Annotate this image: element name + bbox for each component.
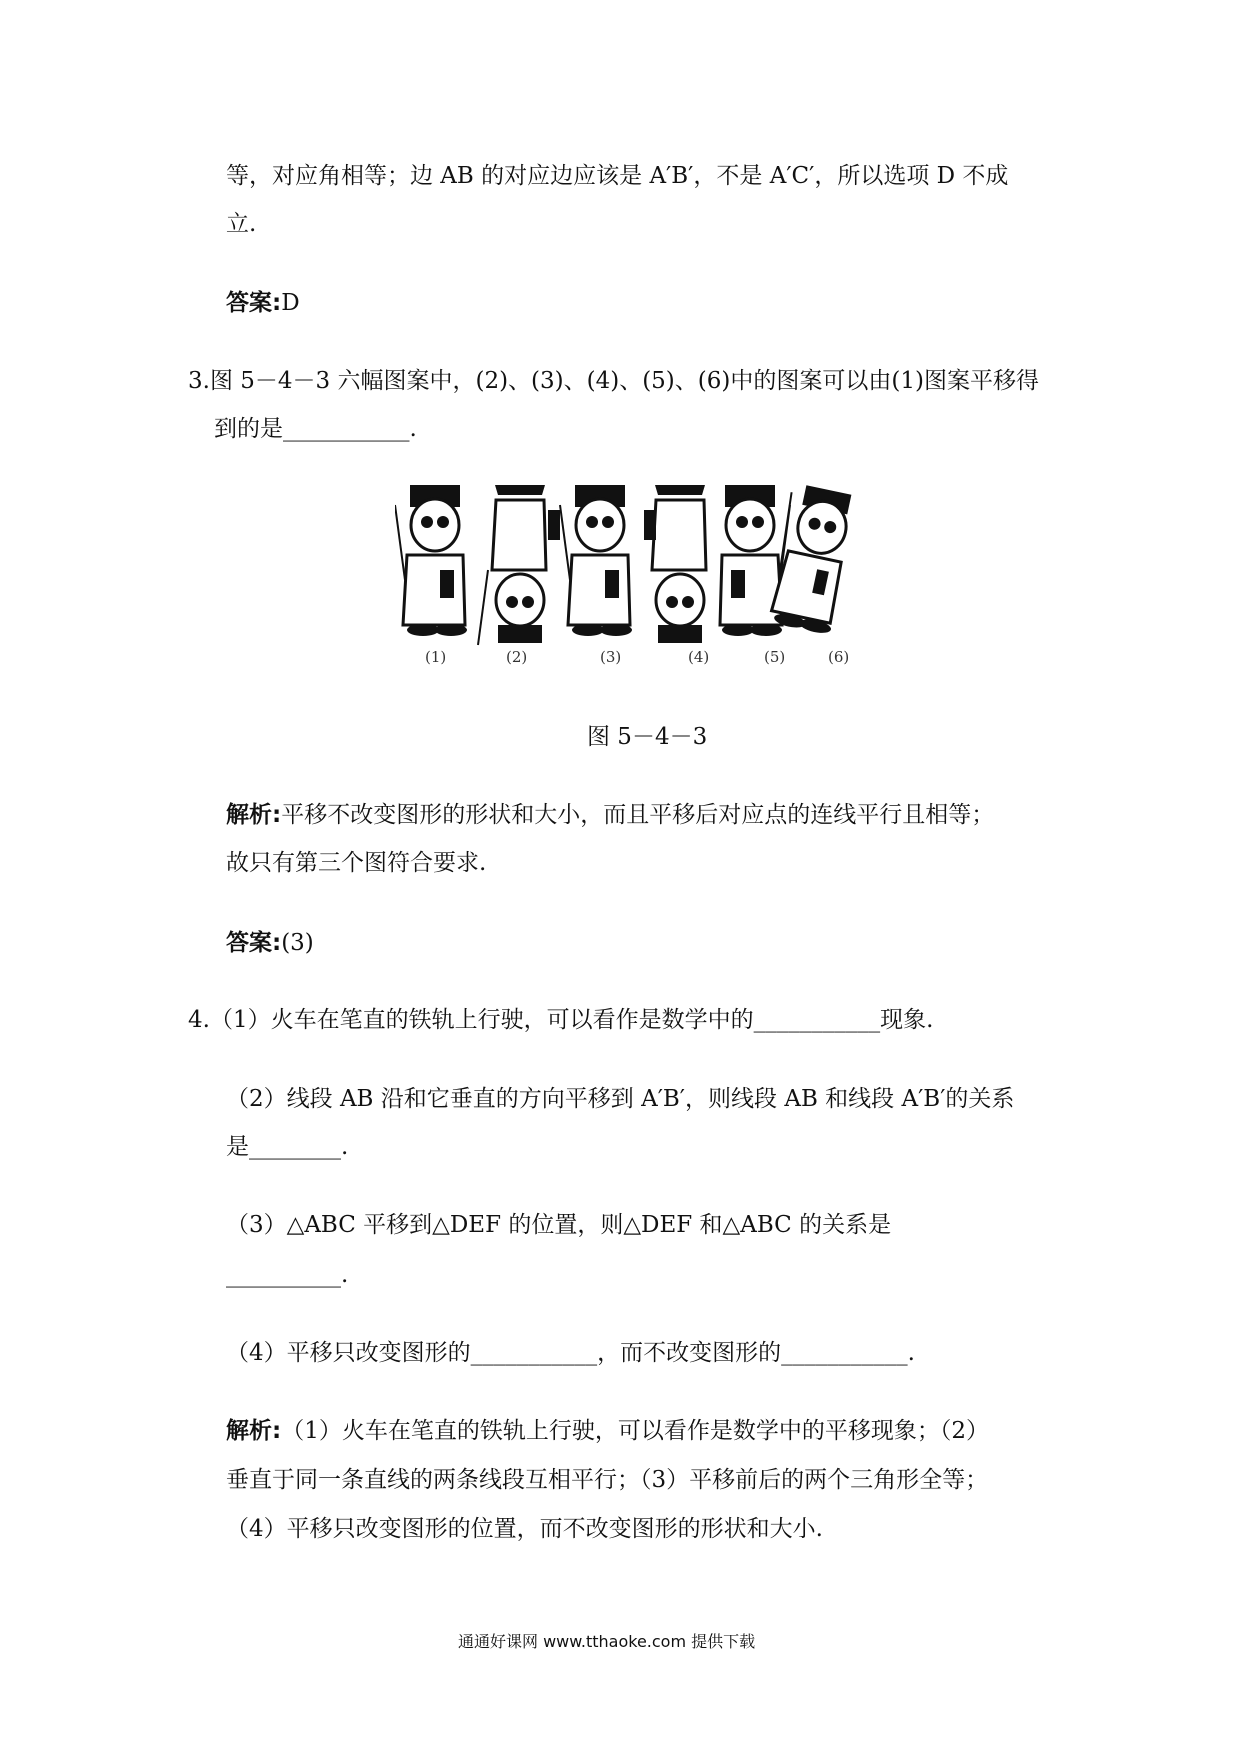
analysis-label: 解析: — [226, 1418, 282, 1444]
answer-value: (3) — [281, 930, 314, 956]
question-4-part-4: （4）平移只改变图形的___________，而不改变图形的___________. — [226, 1340, 915, 1366]
analysis-label: 解析: — [226, 802, 282, 828]
analysis-line — [226, 1416, 989, 1446]
analysis-line: （4）平移只改变图形的位置，而不改变图形的形状和大小. — [226, 1516, 823, 1542]
question-4-part-3: （3）△ABC 平移到△DEF 的位置，则△DEF 和△ABC 的关系是 — [226, 1212, 892, 1238]
figure-label: (5) — [764, 648, 786, 666]
text-line: 立. — [226, 211, 257, 237]
answer-line — [226, 288, 300, 318]
question-4-part-1: 4.（1）火车在笔直的铁轨上行驶，可以看作是数学中的___________现象. — [188, 1007, 934, 1033]
text-line: 等，对应角相等；边 AB 的对应边应该是 A′B′，不是 A′C′，所以选项 D 不成 — [226, 163, 1009, 189]
figure-label: (2) — [506, 648, 528, 666]
analysis-text: （1）火车在笔直的铁轨上行驶，可以看作是数学中的平移现象；（2） — [281, 1418, 989, 1444]
answer-label: 答案: — [226, 290, 282, 316]
answer-line — [226, 928, 314, 958]
question-3-text: 到的是___________. — [214, 416, 417, 442]
figure-caption: 图 5－4－3 — [587, 724, 708, 750]
figure-label: (6) — [828, 648, 850, 666]
figure-2 — [478, 485, 560, 645]
figure-1 — [395, 485, 467, 636]
figure-label: (3) — [600, 648, 622, 666]
question-4-part-2: 是________. — [226, 1134, 349, 1160]
figure-label: (4) — [688, 648, 710, 666]
question-3-text: 3.图 5－4－3 六幅图案中，(2)、(3)、(4)、(5)、(6)中的图案可以由(1)图案平移得 — [188, 368, 1039, 394]
figure-label: (1) — [425, 648, 447, 666]
analysis-line: 故只有第三个图符合要求. — [226, 850, 487, 876]
answer-label: 答案: — [226, 930, 282, 956]
page-footer: 通通好课网 www.tthaoke.com 提供下载 — [458, 1632, 756, 1651]
figure-3 — [560, 485, 632, 636]
figure-4 — [644, 485, 706, 643]
answer-value: D — [281, 290, 300, 316]
analysis-line: 垂直于同一条直线的两条线段互相平行；（3）平移前后的两个三角形全等； — [226, 1467, 989, 1493]
analysis-text: 平移不改变图形的形状和大小，而且平移后对应点的连线平行且相等； — [281, 802, 995, 828]
question-4-part-2: （2）线段 AB 沿和它垂直的方向平移到 A′B′，则线段 AB 和线段 A′B′的关系 — [226, 1086, 1015, 1112]
question-4-part-3: __________. — [226, 1262, 349, 1288]
analysis-line — [226, 800, 994, 830]
